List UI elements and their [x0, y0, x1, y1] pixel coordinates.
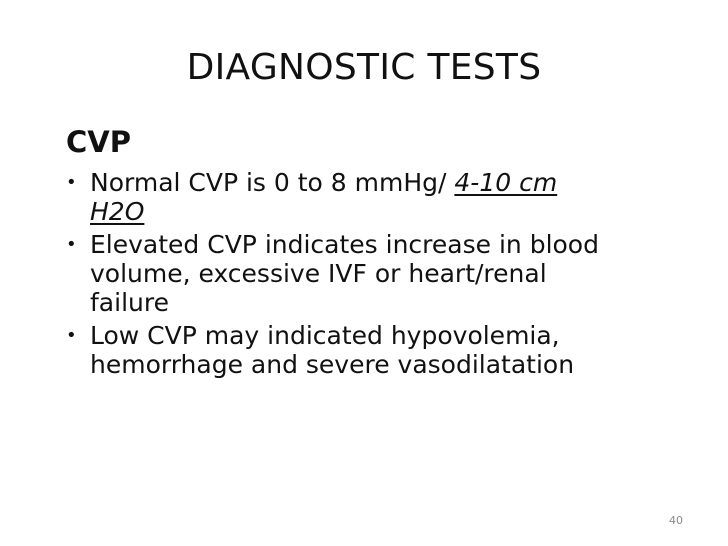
bullet-text: Normal CVP is 0 to 8 mmHg/ [90, 168, 455, 197]
bullet-item-normal-cvp [66, 168, 676, 226]
bullet-line: failure [90, 288, 169, 317]
slide-title: DIAGNOSTIC TESTS [186, 47, 542, 88]
section-heading: CVP [66, 125, 131, 159]
emphasized-value: 4-10 cm [454, 168, 558, 197]
bullet-line: volume, excessive IVF or heart/renal [90, 259, 547, 288]
bullet-icon: • [66, 234, 77, 255]
bullet-line: Low CVP may indicated hypovolemia, [90, 321, 560, 350]
bullet-line [90, 197, 676, 226]
page-number: 40 [669, 514, 683, 527]
bullet-list [66, 168, 676, 383]
bullet-line: hemorrhage and severe vasodilatation [90, 350, 575, 379]
bullet-icon: • [66, 325, 77, 346]
bullet-item-low-cvp [66, 321, 676, 379]
bullet-item-elevated-cvp [66, 230, 676, 317]
bullet-line: Elevated CVP indicates increase in blood [90, 230, 599, 259]
bullet-icon: • [66, 172, 77, 193]
emphasized-unit: H2O [90, 197, 145, 226]
bullet-line [90, 168, 676, 197]
